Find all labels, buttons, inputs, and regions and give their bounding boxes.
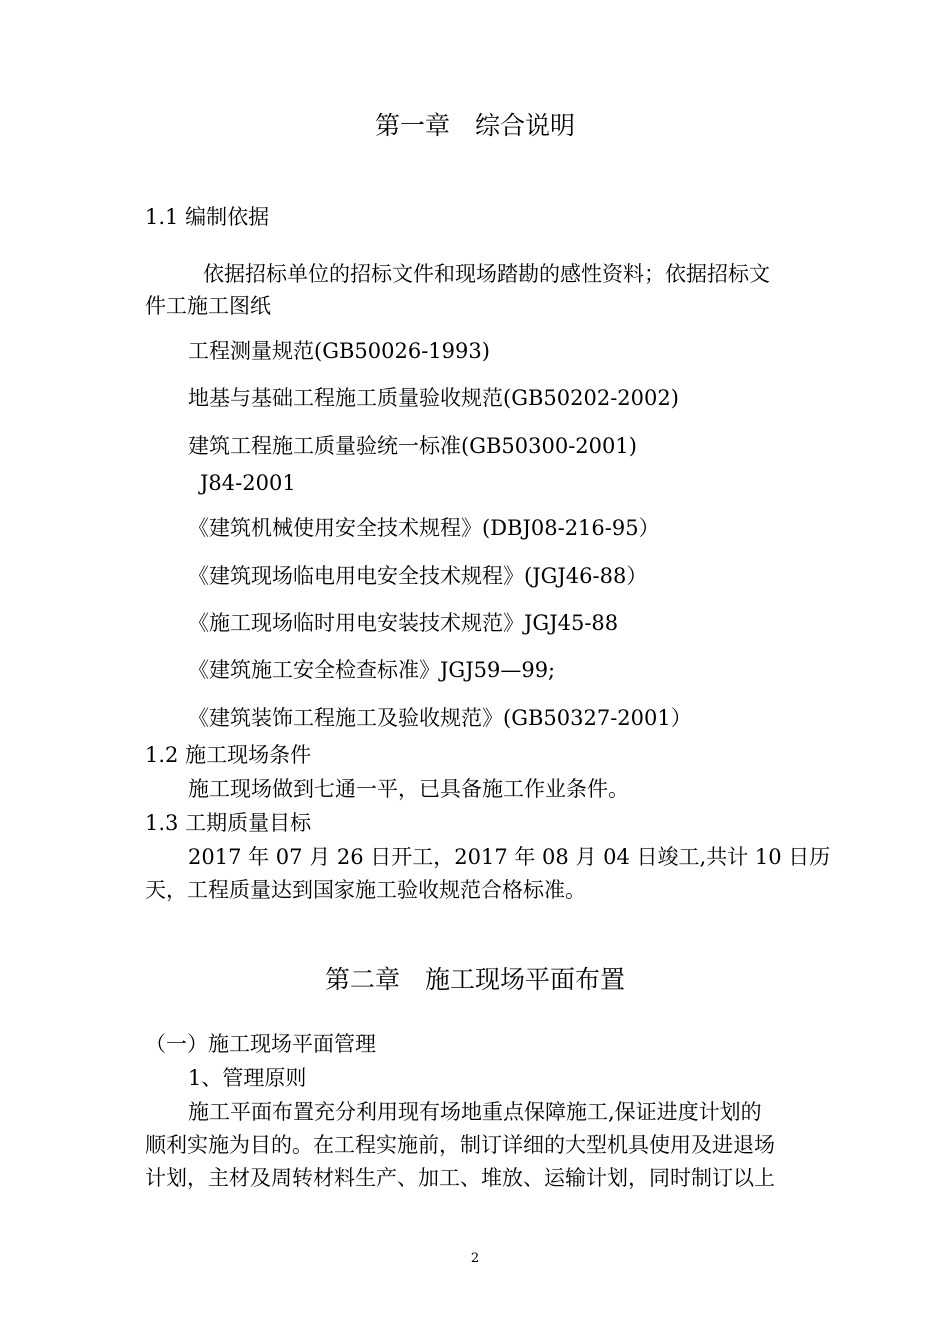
- standard-item: 建筑工程施工质量验统一标准(GB50300-2001): [188, 434, 637, 458]
- section-1-2-heading: 1.2 施工现场条件: [145, 743, 312, 767]
- standard-item: 《建筑现场临电用电安全技术规程》(JGJ46-88）: [188, 564, 648, 588]
- standard-item: 《施工现场临时用电安装技术规范》JGJ45-88: [188, 611, 619, 635]
- section-1-3-heading: 1.3 工期质量目标: [145, 811, 312, 835]
- schedule-line-1: 2017 年 07 月 26 日开工，2017 年 08 月 04 日竣工,共计 10 日历: [188, 845, 831, 869]
- paragraph-line: 施工平面布置充分利用现有场地重点保障施工,保证进度计划的: [188, 1100, 762, 1124]
- section-1-2-text: 施工现场做到七通一平，已具备施工作业条件。: [188, 777, 629, 801]
- standard-item: 《建筑施工安全检查标准》JGJ59—99;: [188, 658, 556, 682]
- page-number: 2: [470, 1251, 480, 1266]
- standard-item: 《建筑机械使用安全技术规程》(DBJ08-216-95）: [188, 516, 660, 540]
- management-principle-heading: 1、管理原则: [188, 1066, 307, 1090]
- subsection-heading: （一）施工现场平面管理: [145, 1032, 376, 1056]
- standard-item: 工程测量规范(GB50026-1993): [188, 339, 490, 363]
- standard-item: 《建筑装饰工程施工及验收规范》(GB50327-2001）: [188, 706, 692, 730]
- schedule-line-2: 天，工程质量达到国家施工验收规范合格标准。: [145, 878, 586, 902]
- chapter-1-title: 第一章 综合说明: [374, 111, 575, 140]
- basis-intro-line-2: 件工施工图纸: [145, 294, 271, 318]
- basis-intro-line-1: 依据招标单位的招标文件和现场踏勘的感性资料；依据招标文: [203, 262, 770, 286]
- chapter-2-title: 第二章 施工现场平面布置: [324, 965, 625, 994]
- paragraph-line: 计划，主材及周转材料生产、加工、堆放、运输计划，同时制订以上: [145, 1166, 775, 1190]
- standard-item: 地基与基础工程施工质量验收规范(GB50202-2002): [188, 386, 679, 410]
- standard-item: J84-2001: [200, 471, 296, 495]
- paragraph-line: 顺利实施为目的。在工程实施前，制订详细的大型机具使用及进退场: [145, 1133, 775, 1157]
- section-1-1-heading: 1.1 编制依据: [145, 205, 270, 229]
